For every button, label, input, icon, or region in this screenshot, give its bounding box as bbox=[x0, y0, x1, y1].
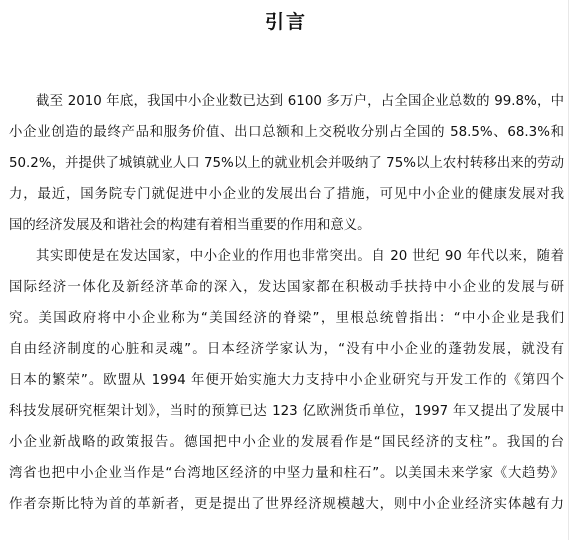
paragraph-1-line-4: 力，最近，国务院专门就促进中小企业的发展出台了措施，可见中小企业的健康发展对我 bbox=[9, 187, 564, 202]
paragraph-1-line-1: 截至 2010 年底，我国中小企业数已达到 6100 多万户，占全国企业总数的 99.8%，中 bbox=[36, 94, 564, 109]
paragraph-2-line-9: 作者奈斯比特为首的革新者，更是提出了世界经济规模越大，则中小企业经济实体越有力 bbox=[9, 497, 564, 512]
paragraph-2-line-7: 小企业新战略的政策报告。德国把中小企业的发展看作是“国民经济的支柱”。我国的台 bbox=[9, 435, 564, 450]
paragraph-1-line-3: 50.2%，并提供了城镇就业人口 75%以上的就业机会并吸纳了 75%以上农村转移出来的劳动 bbox=[9, 156, 564, 171]
document-title: 引言 bbox=[264, 11, 307, 33]
paragraph-2-line-3: 究。美国政府将中小企业称为“美国经济的脊梁”，里根总统曾指出：“中小企业是我们 bbox=[9, 311, 564, 326]
paragraph-2-line-6: 科技发展研究框架计划》，当时的预算已达 123 亿欧洲货币单位，1997 年又提出了发展中 bbox=[9, 404, 564, 419]
paragraph-2-line-2: 国际经济一体化及新经济革命的深入，发达国家都在积极动手扶持中小企业的发展与研 bbox=[9, 280, 564, 295]
paragraph-1-line-5: 国的经济发展及和谐社会的构建有着相当重要的作用和意义。 bbox=[9, 218, 371, 233]
paragraph-2-line-5: 日本的繁荣”。欧盟从 1994 年便开始实施大力支持中小企业研究与开发工作的《第四个 bbox=[9, 373, 564, 388]
paragraph-2-line-4: 自由经济制度的心脏和灵魂”。日本经济学家认为，“没有中小企业的蓬勃发展，就没有 bbox=[9, 342, 564, 357]
paragraph-1-line-2: 小企业创造的最终产品和服务价值、出口总额和上交税收分别占全国的 58.5%、68.3%和 bbox=[9, 125, 564, 140]
paragraph-2-line-1: 其实即使是在发达国家，中小企业的作用也非常突出。自 20 世纪 90 年代以来，随着 bbox=[36, 249, 564, 264]
page-edge bbox=[568, 0, 572, 540]
paragraph-2-line-8: 湾省也把中小企业当作是“台湾地区经济的中坚力量和柱石”。以美国未来学家《大趋势》 bbox=[9, 466, 564, 481]
